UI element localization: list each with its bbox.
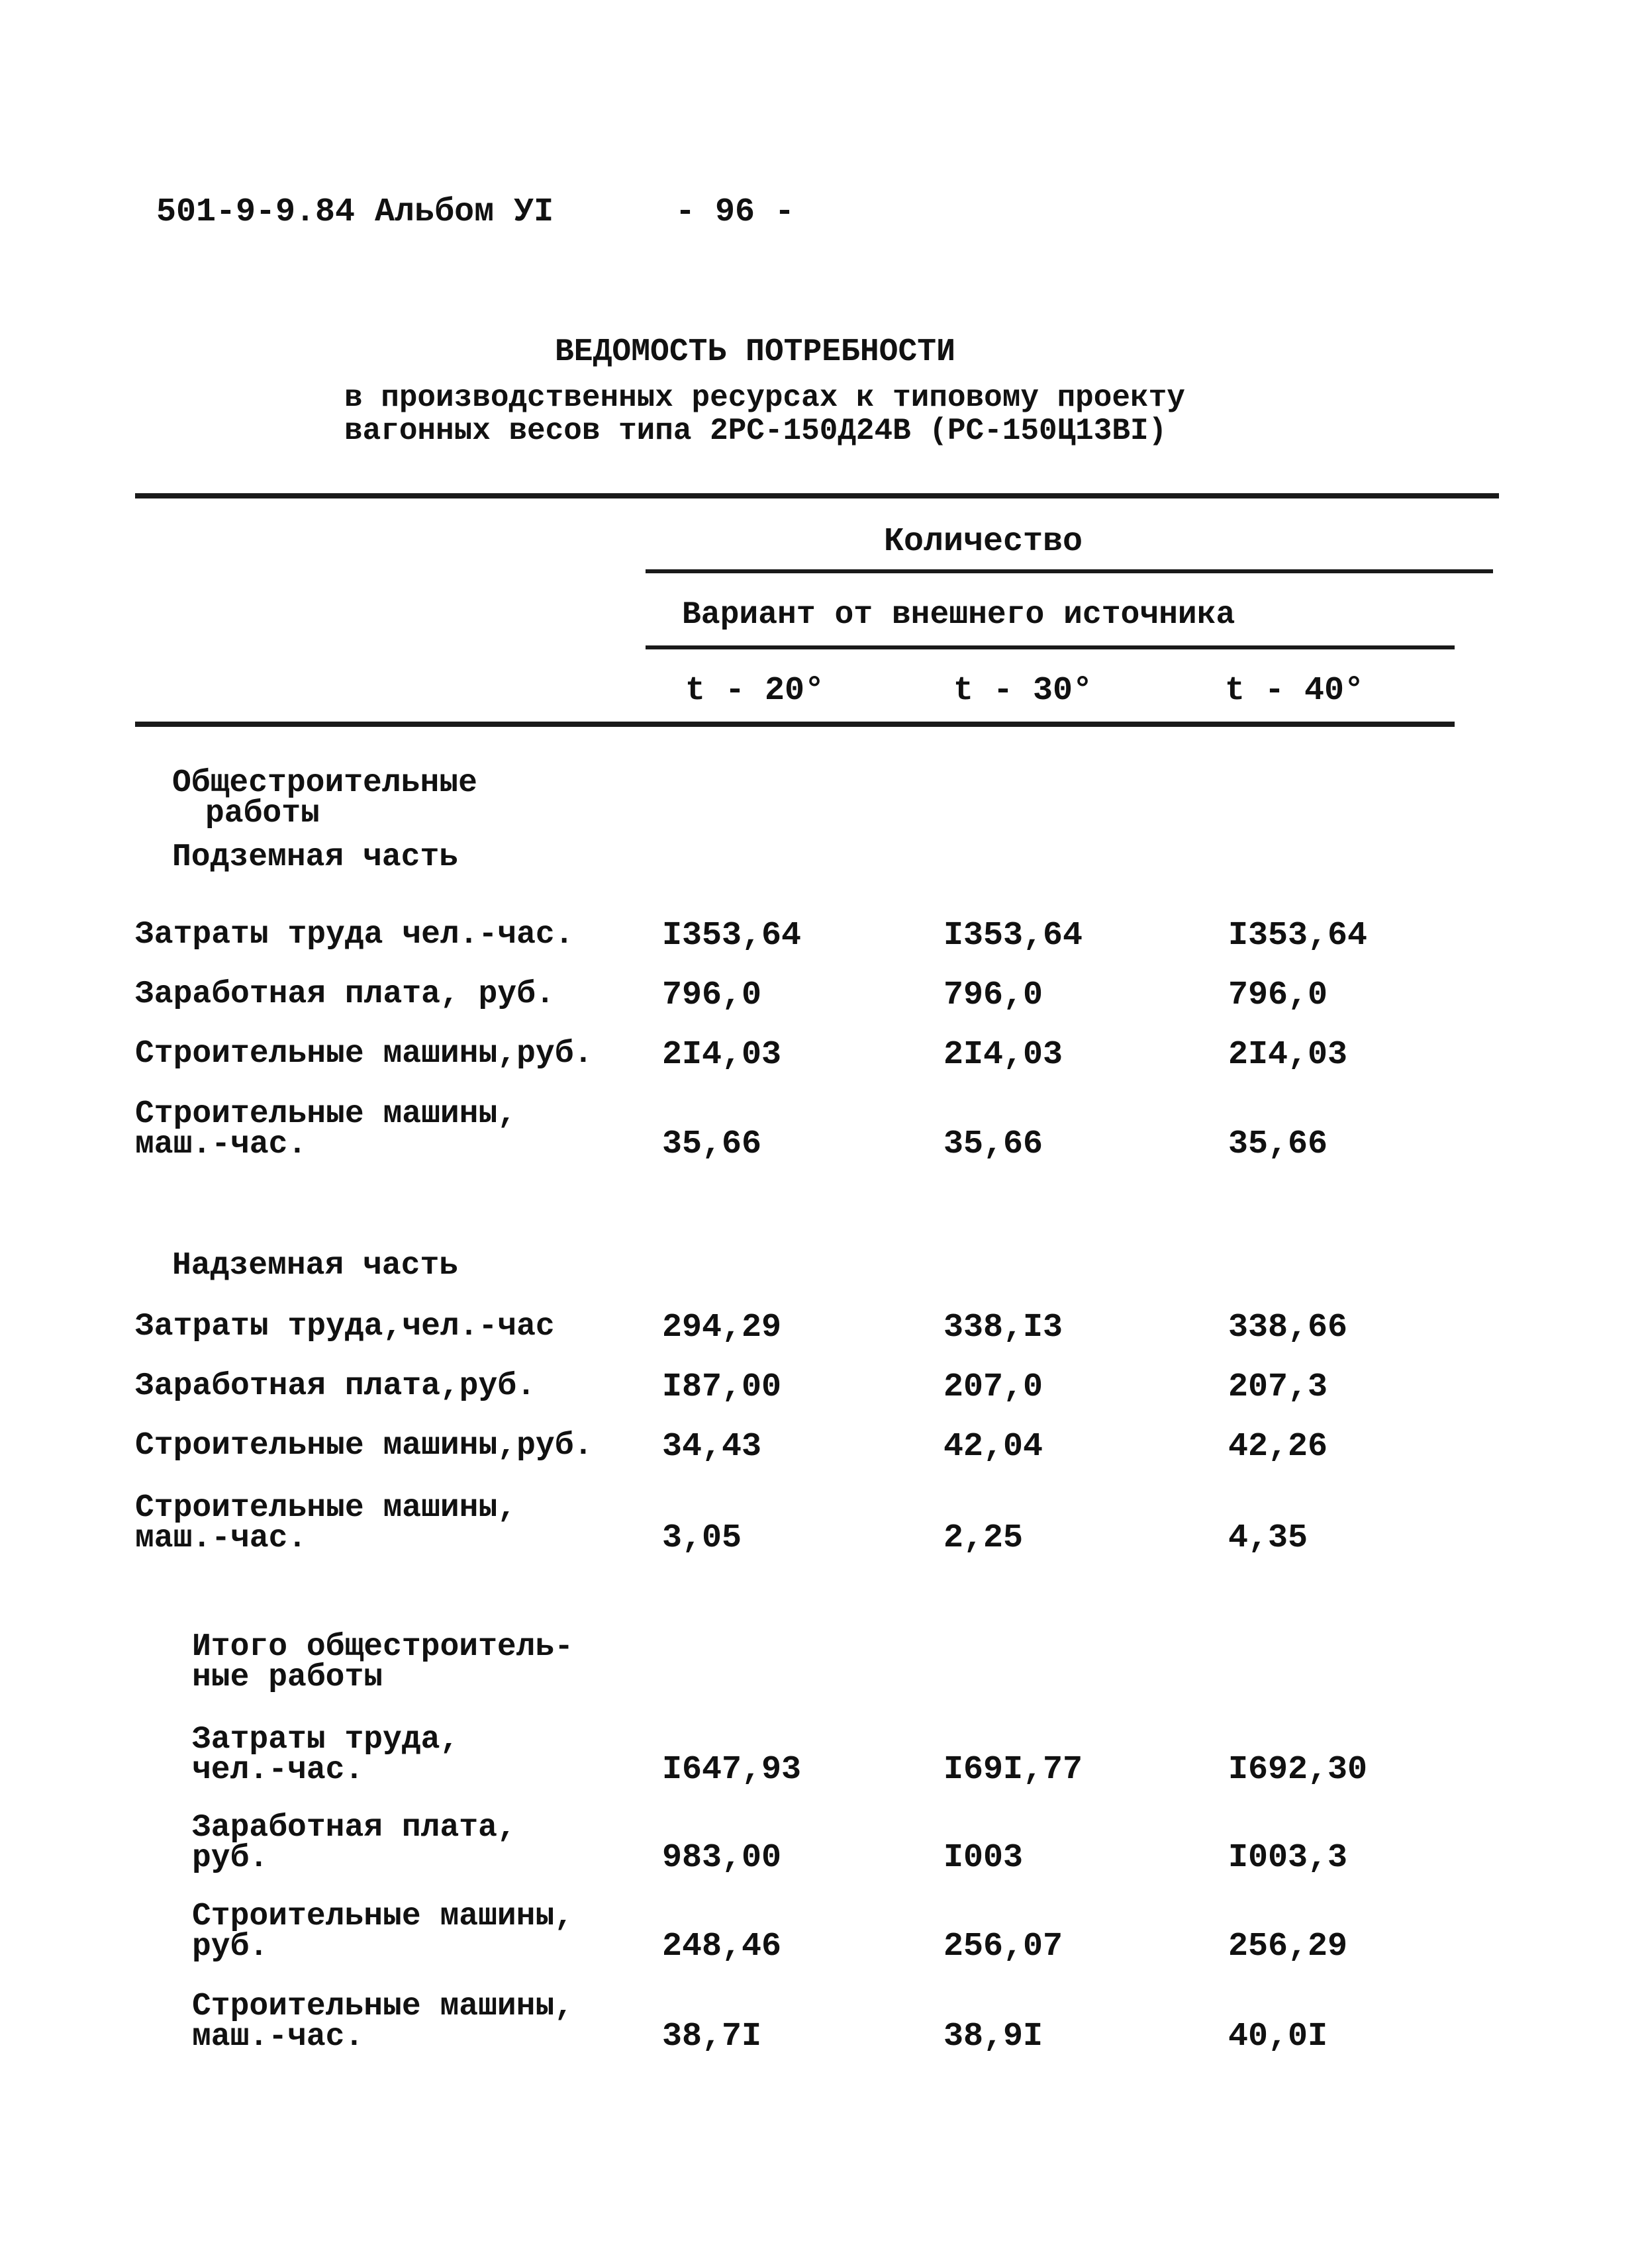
cell-t40: 40,0I — [1228, 2018, 1328, 2055]
row-label: Заработная плата, руб. — [135, 976, 555, 1012]
cell-t30: I353,64 — [943, 917, 1083, 955]
cell-t30: 38,9I — [943, 2018, 1043, 2055]
row-label-line1: Заработная плата, — [192, 1810, 516, 1846]
cell-t40: I353,64 — [1228, 917, 1368, 955]
cell-t20: 983,00 — [662, 1839, 782, 1877]
cell-t30: 2,25 — [943, 1519, 1024, 1557]
cell-t20: 796,0 — [662, 976, 762, 1014]
row-label-line1: Строительные машины, — [135, 1096, 517, 1132]
column-header-t20: t - 20° — [685, 672, 825, 710]
document-subtitle-line2: вагонных весов типа 2РС-150Д24В (РС-150Ц13ВI) — [344, 414, 1167, 448]
cell-t40: 4,35 — [1228, 1519, 1308, 1557]
cell-t40: 35,66 — [1228, 1125, 1328, 1163]
cell-t20: 35,66 — [662, 1125, 762, 1163]
document-code: 501-9-9.84 Альбом УI — [156, 193, 554, 231]
row-label-line1: Затраты труда, — [192, 1722, 459, 1758]
row-label-line1: Строительные машины, — [135, 1490, 517, 1526]
cell-t30: I69I,77 — [943, 1751, 1083, 1789]
cell-t20: 248,46 — [662, 1928, 782, 1965]
subheader-rule — [646, 645, 1455, 649]
cell-t30: 2I4,03 — [943, 1036, 1063, 1074]
cell-t20: 34,43 — [662, 1428, 762, 1466]
section-general-works-line1: Общестроительные — [172, 765, 477, 801]
row-label-line2: маш.-час. — [192, 2019, 364, 2055]
row-label-line2: маш.-час. — [135, 1127, 307, 1162]
cell-t40: 796,0 — [1228, 976, 1328, 1014]
section-general-works-line2: работы — [205, 796, 320, 831]
cell-t30: I003 — [943, 1839, 1024, 1877]
row-label-line2: руб. — [192, 1840, 269, 1876]
row-label-line2: чел.-час. — [192, 1752, 364, 1788]
cell-t30: 338,I3 — [943, 1309, 1063, 1347]
row-label-line2: руб. — [192, 1929, 269, 1965]
cell-t20: 3,05 — [662, 1519, 742, 1557]
row-label: Затраты труда чел.-час. — [135, 917, 574, 953]
cell-t30: 256,07 — [943, 1928, 1063, 1965]
cell-t30: 796,0 — [943, 976, 1043, 1014]
variant-header: Вариант от внешнего источника — [682, 597, 1235, 633]
row-label: Строительные машины,руб. — [135, 1428, 593, 1464]
cell-t40: 42,26 — [1228, 1428, 1328, 1466]
cell-t40: 2I4,03 — [1228, 1036, 1348, 1074]
cell-t40: 338,66 — [1228, 1309, 1348, 1347]
cell-t40: 256,29 — [1228, 1928, 1348, 1965]
header-bottom-rule — [135, 722, 1455, 727]
section-underground: Подземная часть — [172, 839, 459, 875]
row-label: Заработная плата,руб. — [135, 1368, 536, 1404]
cell-t40: I003,3 — [1228, 1839, 1348, 1877]
section-total-line1: Итого общестроитель- — [192, 1629, 574, 1665]
section-total-line2: ные работы — [192, 1660, 383, 1695]
cell-t20: 2I4,03 — [662, 1036, 782, 1074]
cell-t20: 38,7I — [662, 2018, 762, 2055]
row-label: Строительные машины,руб. — [135, 1036, 593, 1072]
row-label-line2: маш.-час. — [135, 1521, 307, 1556]
column-header-t30: t - 30° — [953, 672, 1093, 710]
page-number: - 96 - — [675, 193, 795, 231]
cell-t30: 207,0 — [943, 1368, 1043, 1406]
cell-t30: 35,66 — [943, 1125, 1043, 1163]
row-label-line1: Строительные машины, — [192, 1899, 574, 1934]
cell-t30: 42,04 — [943, 1428, 1043, 1466]
cell-t40: I692,30 — [1228, 1751, 1368, 1789]
cell-t20: I87,00 — [662, 1368, 782, 1406]
group-header-rule — [646, 569, 1493, 573]
document-subtitle-line1: в производственных ресурсах к типовому проекту — [344, 381, 1185, 415]
document-title: ВЕДОМОСТЬ ПОТРЕБНОСТИ — [555, 334, 955, 370]
table-top-rule — [135, 493, 1499, 498]
row-label: Затраты труда,чел.-час — [135, 1309, 555, 1345]
column-header-t40: t - 40° — [1225, 672, 1365, 710]
cell-t20: 294,29 — [662, 1309, 782, 1347]
cell-t20: I353,64 — [662, 917, 802, 955]
quantity-header: Количество — [884, 523, 1083, 561]
cell-t20: I647,93 — [662, 1751, 802, 1789]
row-label-line1: Строительные машины, — [192, 1989, 574, 2024]
cell-t40: 207,3 — [1228, 1368, 1328, 1406]
section-aboveground: Надземная часть — [172, 1248, 459, 1284]
